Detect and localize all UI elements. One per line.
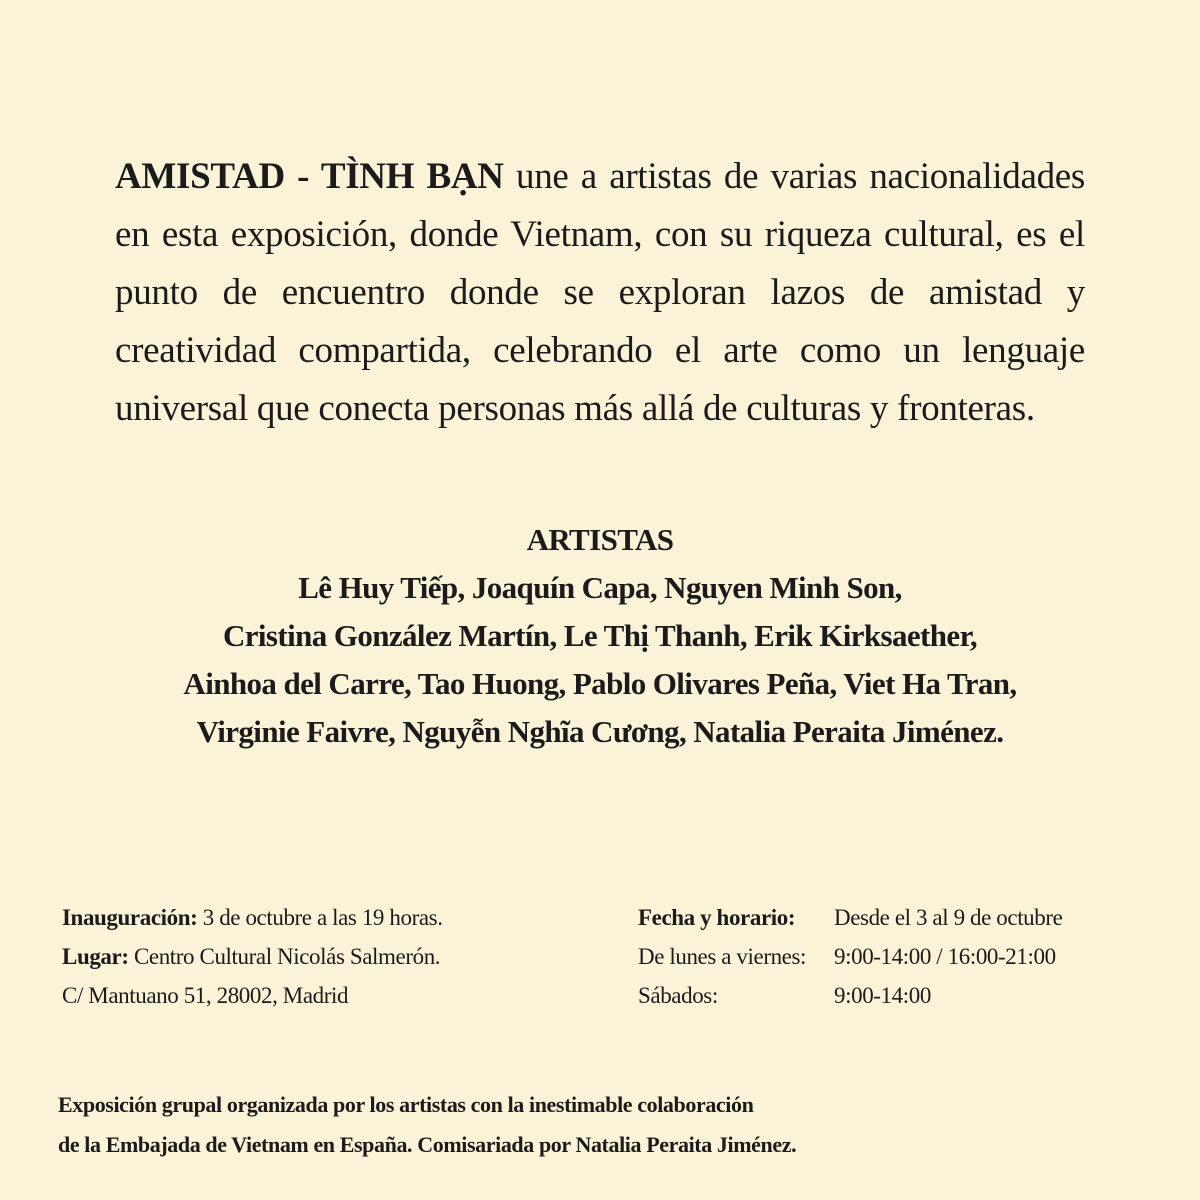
saturday-label: Sábados:: [638, 983, 718, 1008]
venue-row: [62, 937, 582, 976]
credits-line-2: de la Embajada de Vietnam en España. Comisariada por Natalia Peraita Jiménez.: [58, 1132, 797, 1157]
inauguration-value: 3 de octubre a las 19 horas.: [197, 905, 443, 930]
organizer-credits: [58, 1085, 1058, 1165]
venue-info: [62, 898, 582, 1015]
venue-address: C/ Mantuano 51, 28002, Madrid: [62, 983, 349, 1008]
inauguration-label: Inauguración:: [62, 905, 198, 930]
dates-label: Fecha y horario:: [638, 905, 796, 930]
saturday-value: 9:00-14:00: [834, 983, 931, 1008]
weekdays-value: 9:00-14:00 / 16:00-21:00: [834, 944, 1056, 969]
saturday-row: [638, 976, 1158, 1015]
intro-text: une a artistas de varias nacionalidades en esta exposición, donde Vietnam, con su riqueza cultural, es el punto de encuentro donde se exploran lazos de amistad y creatividad compartida, celebrando el arte como un lenguaje universal que conecta personas más allá de culturas y fronteras.: [115, 156, 1085, 429]
credits-line-1: Exposición grupal organizada por los artistas con la inestimable colaboración: [58, 1092, 754, 1117]
artists-line-1: Lê Huy Tiếp, Joaquín Capa, Nguyen Minh Son,: [298, 570, 902, 605]
dates-row: [638, 898, 1158, 937]
venue-value: Centro Cultural Nicolás Salmerón.: [128, 944, 441, 969]
inauguration-row: [62, 898, 582, 937]
dates-value: Desde el 3 al 9 de octubre: [834, 905, 1063, 930]
intro-paragraph: [115, 148, 1085, 438]
artists-line-3: Ainhoa del Carre, Tao Huong, Pablo Olivares Peña, Viet Ha Tran,: [183, 666, 1017, 701]
venue-label: Lugar:: [62, 944, 129, 969]
weekdays-row: [638, 937, 1158, 976]
schedule-info: [638, 898, 1158, 1015]
artists-section: [100, 516, 1100, 756]
exhibition-title: AMISTAD - TÌNH BẠN: [115, 156, 504, 197]
artists-heading: ARTISTAS: [526, 522, 674, 557]
artists-line-4: Virginie Faivre, Nguyễn Nghĩa Cương, Natalia Peraita Jiménez.: [196, 714, 1004, 749]
artists-line-2: Cristina González Martín, Le Thị Thanh, Erik Kirksaether,: [222, 618, 978, 653]
weekdays-label: De lunes a viernes:: [638, 944, 807, 969]
